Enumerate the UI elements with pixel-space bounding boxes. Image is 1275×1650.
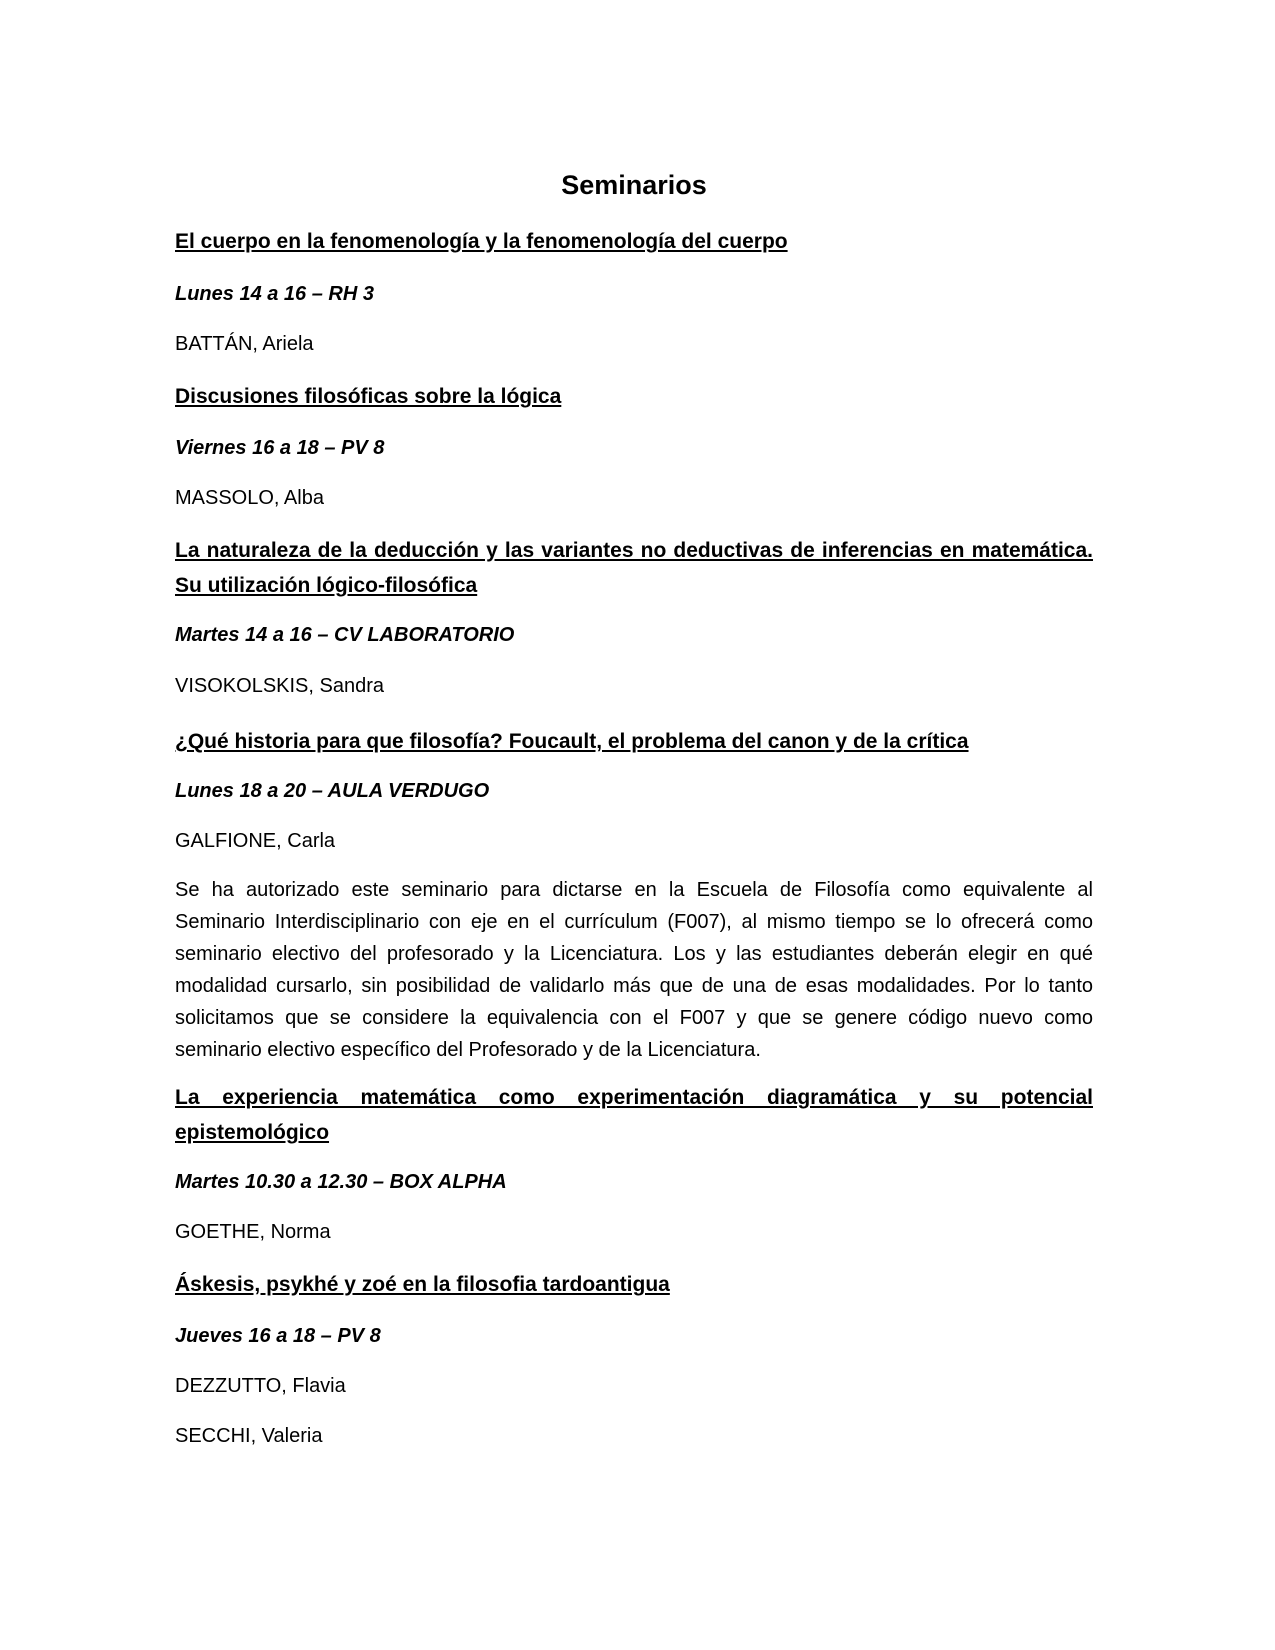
seminar-schedule: Viernes 16 a 18 – PV 8	[175, 437, 385, 459]
seminar-teacher: VISOKOLSKIS, Sandra	[175, 675, 384, 697]
seminar-title: La experiencia matemática como experimentación diagramática y su potencial epistemológico	[175, 1086, 1093, 1144]
seminar-2	[175, 379, 1093, 414]
seminar-6-teacher-row-2	[175, 1422, 1093, 1450]
seminar-1-schedule-row	[175, 280, 1093, 308]
seminar-2-teacher-row	[175, 484, 1093, 512]
seminar-6	[175, 1267, 1093, 1302]
seminar-4-teacher-row	[175, 827, 1093, 855]
seminar-title: Discusiones filosóficas sobre la lógica	[175, 385, 562, 408]
seminar-4-schedule-row	[175, 777, 1093, 805]
seminar-5-teacher-row	[175, 1218, 1093, 1246]
seminar-schedule: Jueves 16 a 18 – PV 8	[175, 1325, 381, 1347]
seminar-teacher: DEZZUTTO, Flavia	[175, 1375, 346, 1397]
page-title: Seminarios	[561, 170, 707, 200]
seminar-title: Áskesis, psykhé y zoé en la filosofia tardoantigua	[175, 1273, 670, 1296]
seminar-teacher: GALFIONE, Carla	[175, 830, 336, 852]
seminar-teacher: GOETHE, Norma	[175, 1221, 331, 1243]
seminar-title: El cuerpo en la fenomenología y la fenomenología del cuerpo	[175, 230, 788, 253]
seminar-5-schedule-row	[175, 1168, 1093, 1196]
seminar-3	[175, 533, 1093, 603]
seminar-6-schedule-row	[175, 1322, 1093, 1350]
seminar-title: ¿Qué historia para que filosofía? Foucault, el problema del canon y de la crítica	[175, 730, 969, 753]
document-page	[175, 0, 1093, 1650]
seminar-schedule: Martes 10.30 a 12.30 – BOX ALPHA	[175, 1171, 507, 1193]
seminar-1	[175, 224, 1093, 259]
seminar-teacher: SECCHI, Valeria	[175, 1425, 323, 1447]
seminar-schedule: Lunes 18 a 20 – AULA VERDUGO	[175, 780, 490, 802]
seminar-3-teacher-row	[175, 672, 1093, 700]
seminar-schedule: Lunes 14 a 16 – RH 3	[175, 283, 374, 305]
seminar-6-teacher-row-1	[175, 1372, 1093, 1400]
seminar-3-schedule-row	[175, 621, 1093, 649]
seminar-schedule: Martes 14 a 16 – CV LABORATORIO	[175, 624, 515, 646]
seminar-title: La naturaleza de la deducción y las variantes no deductivas de inferencias en matemática. Su utilización lógico-filosófica	[175, 539, 1093, 597]
seminar-1-teacher-row	[175, 330, 1093, 358]
seminar-note: Se ha autorizado este seminario para dictarse en la Escuela de Filosofía como equivalente al Seminario Interdisciplinario con eje en el currículum (F007), al mismo tiempo se lo ofrecerá como seminario electivo del profesorado y la Licenciatura. Los y las estudiantes deberán elegir en qué modalidad cursarlo, sin posibilidad de validarlo más que de una de esas modalidades. Por lo tanto solicitamos que se considere la equivalencia con el F007 y que se genere código nuevo como seminario electivo específico del Profesorado y de la Licenciatura.	[175, 879, 1093, 1061]
seminar-4	[175, 724, 1093, 759]
seminar-4-note-row	[175, 874, 1093, 1066]
seminar-2-schedule-row	[175, 434, 1093, 462]
seminar-5	[175, 1080, 1093, 1150]
seminar-teacher: MASSOLO, Alba	[175, 487, 324, 509]
seminar-teacher: BATTÁN, Ariela	[175, 333, 314, 355]
